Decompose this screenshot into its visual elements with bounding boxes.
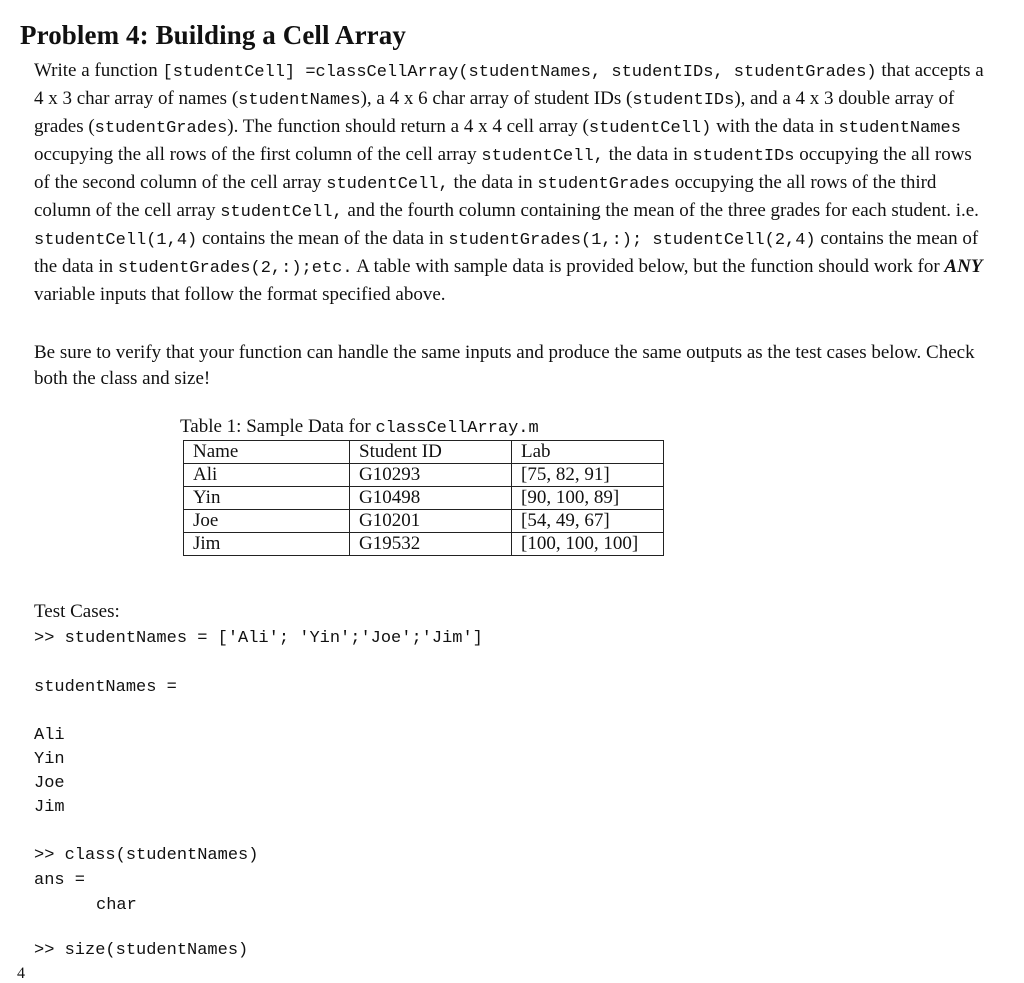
header-student-id: Student ID (350, 441, 512, 464)
cell-name: Ali (184, 464, 350, 487)
table-row (184, 533, 664, 556)
output-ans-value: char (96, 896, 137, 915)
output-ans-label: ans = (34, 871, 86, 890)
page-number: 4 (17, 965, 25, 982)
command-class: >> class(studentNames) (34, 846, 259, 865)
cell-student-id: G10201 (350, 510, 512, 533)
cell-lab: [75, 82, 91] (512, 464, 664, 487)
table-row (184, 487, 664, 510)
cell-student-id: G10498 (350, 487, 512, 510)
table-row (184, 510, 664, 533)
table-header-row (184, 441, 664, 464)
table-row (184, 464, 664, 487)
cell-lab: [54, 49, 67] (512, 510, 664, 533)
cell-name: Yin (184, 487, 350, 510)
cell-name: Jim (184, 533, 350, 556)
cell-name: Joe (184, 510, 350, 533)
cell-lab: [100, 100, 100] (512, 533, 664, 556)
cell-student-id: G10293 (350, 464, 512, 487)
sample-data-table (183, 440, 664, 556)
output-name-row: Joe (34, 774, 65, 793)
test-cases-heading: Test Cases: (34, 601, 120, 622)
cell-student-id: G19532 (350, 533, 512, 556)
header-name: Name (184, 441, 350, 464)
output-name-row: Yin (34, 750, 65, 769)
header-lab: Lab (512, 441, 664, 464)
problem-title: Problem 4: Building a Cell Array (20, 20, 406, 50)
output-variable-label: studentNames = (34, 678, 177, 697)
cell-lab: [90, 100, 89] (512, 487, 664, 510)
problem-description: Write a function [studentCell] =classCellArray(studentNames, studentIDs, studentGrades) that accepts a 4 x 3 char array of names (studentNames), a 4 x 6 char array of student IDs (studentIDs), and a 4 x 3 double array of grades (studentGrades). The function should return a 4 x 4 cell array (studentCell) with the data in studentNames occupying the all rows of the first column of the cell array studentCell, the data in studentIDs occupying the all rows of the second column of the cell array studentCell, the data in studentGrades occupying the all rows of the third column of the cell array studentCell, and the fourth column containing the mean of the three grades for each student. i.e. studentCell(1,4) contains the mean of the data in studentGrades(1,:); studentCell(2,4) contains the mean of the data in studentGrades(2,:);etc. A table with sample data is provided below, but the function should work for ANY variable inputs that follow the format specified above. (34, 60, 984, 305)
output-name-row: Jim (34, 798, 65, 817)
verification-note: Be sure to verify that your function can handle the same inputs and produce the same outputs as the test cases below. Check both the class and size! (34, 342, 975, 389)
command-assign-names: >> studentNames = ['Ali'; 'Yin';'Joe';'Jim'] (34, 629, 483, 648)
table-caption: Table 1: Sample Data for classCellArray.m (180, 416, 539, 438)
command-size: >> size(studentNames) (34, 941, 249, 960)
output-name-row: Ali (34, 726, 65, 745)
